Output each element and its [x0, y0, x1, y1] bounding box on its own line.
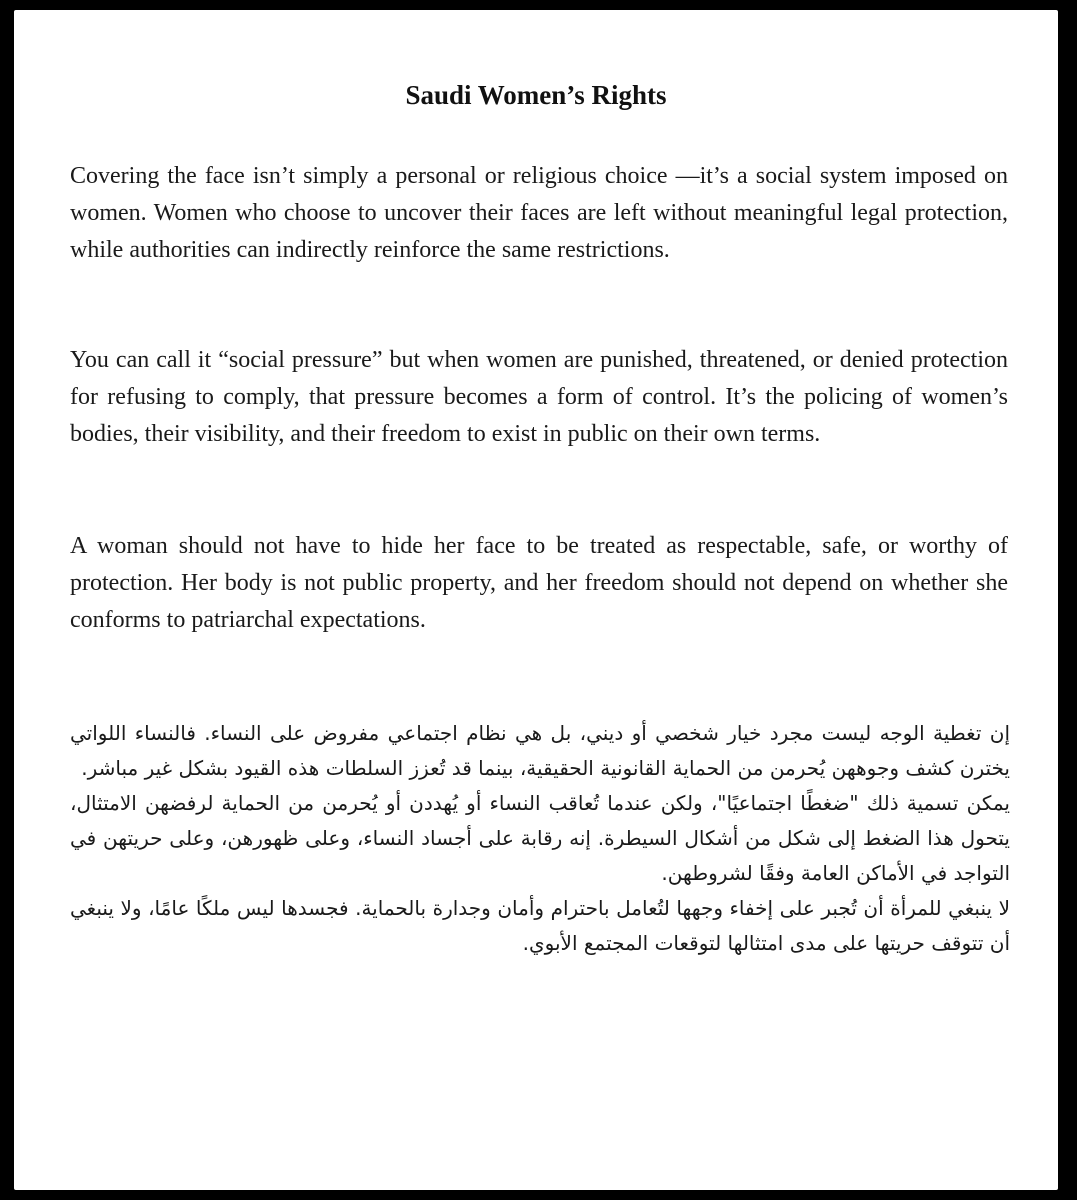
english-paragraph-3: A woman should not have to hide her face to be treated as respectable, safe, or worthy of protection. Her body is not public property, and her freedom should not depend on whether she conforms to patriarchal expectations. [70, 533, 1008, 633]
arabic-paragraph-2: يمكن تسمية ذلك "ضغطًا اجتماعيًا"، ولكن عندما تُعاقب النساء أو يُهددن أو يُحرمن من الحماية لرفضهن الامتثال، يتحول هذا الضغط إلى شكل من أشكال السيطرة. إنه رقابة على أجساد النساء، وعلى ظهورهن، وعلى حريتهن في التواجد في الأماكن العامة وفقًا لشروطهن. [70, 791, 1010, 885]
document-title: Saudi Women’s Rights [405, 80, 667, 110]
english-paragraph-1: Covering the face isn’t simply a personal or religious choice —it’s a social system imposed on women. Women who choose to uncover their faces are left without meaningful legal protection, while authorities can indirectly reinforce the same restrictions. [70, 163, 1008, 263]
arabic-paragraph-3: لا ينبغي للمرأة أن تُجبر على إخفاء وجهها لتُعامل باحترام وأمان وجدارة بالحماية. فجسدها ليس ملكًا عامًا، ولا ينبغي أن تتوقف حريتها على مدى امتثالها لتوقعات المجتمع الأبوي. [70, 896, 1010, 955]
english-paragraph-2: You can call it “social pressure” but when women are punished, threatened, or denied protection for refusing to comply, that pressure becomes a form of control. It’s the policing of women’s bodies, their visibility, and their freedom to exist in public on their own terms. [70, 347, 1008, 447]
document-page [14, 10, 1058, 1190]
arabic-text-block [70, 716, 1010, 961]
arabic-paragraph-1: إن تغطية الوجه ليست مجرد خيار شخصي أو ديني، بل هي نظام اجتماعي مفروض على النساء. فالنساء اللواتي يخترن كشف وجوههن يُحرمن من الحماية القانونية الحقيقية، بينما قد تُعزز السلطات هذه القيود بشكل غير مباشر. [70, 721, 1010, 780]
